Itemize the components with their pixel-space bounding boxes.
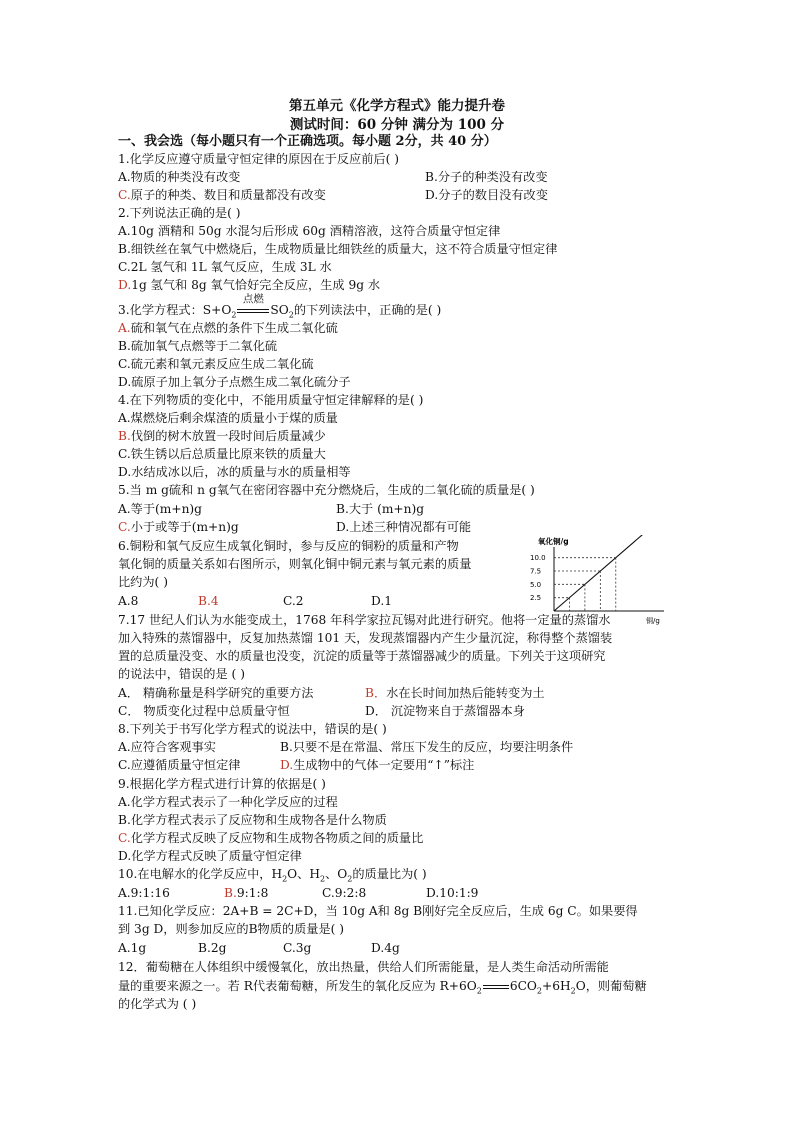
q10-stem-mid1: O、H — [287, 867, 320, 881]
q3-stem-mid: SO — [270, 303, 289, 317]
q7-line-3: 置的总质量没变、水的质量也没变，沉淀的质量等于蒸馏器减少的质量。下列关于这项研究 — [118, 649, 606, 663]
q11-option-b: B.2g — [198, 941, 227, 955]
q10-option-c: C.9:2:8 — [322, 886, 367, 900]
q10-option-b-letter: B. — [224, 886, 237, 900]
q11-option-c: C.3g — [283, 941, 312, 955]
q8-option-d-text: 生成物中的气体一定要用“↑”标注 — [293, 758, 475, 772]
page-subtitle: 测试时间：60 分钟 满分为 100 分 — [289, 117, 505, 133]
q1-stem: 1.化学反应遵守质量守恒定律的原因在于反应前后( ) — [118, 152, 399, 166]
chart-ytick-label: 10.0 — [530, 554, 546, 563]
q6-line-1: 6.铜粉和氧气反应生成氧化铜时，参与反应的铜粉的质量和产物 — [118, 539, 459, 553]
q9-option-d: D.化学方程式反映了质量守恒定律 — [118, 849, 302, 863]
q12-equal-sign — [483, 985, 509, 989]
q12-sub-h2: 2 — [570, 986, 576, 996]
q10-option-d: D.10:1:9 — [426, 886, 479, 900]
q1-option-c-letter: C. — [118, 188, 131, 202]
q9-stem: 9.根据化学方程式进行计算的依据是( ) — [118, 777, 326, 791]
q5-option-c-text: 小于或等于(m+n)g — [130, 520, 239, 534]
q4-option-b-text: 伐倒的树木放置一段时间后质量减少 — [130, 429, 326, 443]
q3-equal-sign — [237, 309, 269, 313]
q10-sub-2: 2 — [319, 874, 326, 884]
q3-condition: 点燃 — [242, 293, 264, 305]
q7-line-4: 的说法中，错误的是 ( ) — [118, 667, 245, 681]
q10-option-a: A.9:1:16 — [118, 886, 170, 900]
q8-option-c: C.应遵循质量守恒定律 — [118, 758, 241, 772]
q12-line-1: 12．葡萄糖在人体组织中缓慢氧化，放出热量，供给人们所需能量，是人类生命活动所需能 — [118, 960, 609, 974]
q11-option-a: A.1g — [118, 941, 147, 955]
q7-option-b-text: 水在长时间加热后能转变为土 — [386, 686, 545, 700]
q10-stem-mid2: 、O — [325, 867, 348, 881]
chart-xlabel: 铜/g — [646, 617, 660, 625]
q10-sub-3: 2 — [347, 874, 353, 884]
q1-option-c — [118, 187, 326, 204]
q2-option-b: B.细铁丝在氧气中燃烧后，生成物质量比细铁丝的质量大，这不符合质量守恒定律 — [118, 242, 558, 256]
q7-option-c: C． 物质变化过程中总质量守恒 — [118, 704, 290, 718]
q3-stem-post: 的下列读法中，正确的是( ) — [293, 303, 442, 317]
q1-option-a: A.物质的种类没有改变 — [118, 170, 241, 184]
q5-option-d: D.上述三种情况都有可能 — [336, 520, 472, 534]
chart-ytick-label: 7.5 — [530, 567, 542, 576]
q7-option-b — [365, 685, 545, 702]
q4-option-c: C.铁生锈以后总质量比原来铁的质量大 — [118, 447, 326, 461]
q5-option-c-letter: C. — [118, 520, 131, 534]
q1-option-b: B.分子的种类没有改变 — [425, 170, 548, 184]
q11-line-1: 11.已知化学反应：2A+B = 2C+D，当 10g A和 8g B刚好完全反应后，生成 6g C。如果要得 — [118, 904, 638, 918]
q12-sub-o2: 2 — [476, 986, 482, 996]
q10-option-b — [224, 885, 268, 902]
q3-option-a-text: 硫和氧气在点燃的条件下生成二氧化硫 — [130, 321, 338, 335]
chart-data-line — [554, 535, 649, 611]
q6-line-2: 氧化铜的质量关系如右图所示，则氧化铜中铜元素与氧元素的质量 — [118, 557, 472, 571]
q10-stem-post: 的质量比为( ) — [352, 867, 427, 881]
q8-option-a: A.应符合客观事实 — [118, 740, 216, 754]
q1-option-d: D.分子的数目没有改变 — [425, 188, 548, 202]
q12-line-2-post: O，则葡萄糖 — [575, 979, 647, 993]
q8-option-d-letter: D. — [280, 758, 294, 772]
q9-option-a: A.化学方程式表示了一种化学反应的过程 — [118, 795, 338, 809]
q2-option-d-letter: D. — [118, 278, 132, 292]
q2-stem: 2.下列说法正确的是( ) — [118, 206, 241, 220]
q5-option-b: B.大于 (m+n)g — [336, 502, 425, 516]
q6-line-3: 比约为( ) — [118, 575, 168, 589]
q4-option-b — [118, 428, 326, 445]
q12-line-2-pre: 量的重要来源之一。若 R代表葡萄糖，所发生的氧化反应为 R+6O — [118, 979, 477, 993]
q12-sub-co2: 2 — [536, 986, 543, 996]
q4-stem: 4.在下列物质的变化中，不能用质量守恒定律解释的是( ) — [118, 393, 424, 407]
chart-ytick-label: 2.5 — [530, 594, 542, 603]
q6-option-d: D.1 — [371, 594, 392, 608]
q7-line-1: 7.17 世纪人们认为水能变成土，1768 年科学家拉瓦锡对此进行研究。他将一定量的蒸馏水 — [118, 613, 611, 627]
q2-option-d-text: 1g 氢气和 8g 氧气恰好完全反应，生成 9g 水 — [131, 278, 381, 292]
chart-ytick-label: 5.0 — [530, 580, 542, 589]
q7-option-b-letter: B． — [365, 686, 387, 700]
q8-stem: 8.下列关于书写化学方程式的说法中，错误的是( ) — [118, 722, 387, 736]
q3-sub-so2: 2 — [288, 310, 294, 320]
q9-option-c-text: 化学方程式反映了反应物和生成物各物质之间的质量比 — [130, 831, 424, 845]
q7-line-2: 加入特殊的蒸馏器中，反复加热蒸馏 101 天，发现蒸馏器内产生少量沉淀，称得整个蒸馏装 — [118, 631, 613, 645]
q9-option-c — [118, 830, 423, 847]
q10-option-b-text: 9:1:8 — [236, 886, 269, 900]
q3-arrow — [236, 293, 270, 319]
q1-option-c-text: 原子的种类、数目和质量都没有改变 — [130, 188, 326, 202]
chart-ylabel: 氧化铜/g — [538, 537, 569, 546]
q12-line-3: 的化学式为 ( ) — [118, 997, 197, 1011]
q4-option-a: A.煤燃烧后剩余煤渣的质量小于煤的质量 — [118, 411, 338, 425]
q8-option-d — [280, 757, 474, 774]
q3-option-c: C.硫元素和氧元素反应生成二氧化硫 — [118, 357, 314, 371]
q12-line-2-eq: 6CO — [509, 979, 537, 993]
q3-option-b: B.硫加氧气点燃等于二氧化硫 — [118, 339, 278, 353]
q6-option-c: C.2 — [283, 594, 304, 608]
q2-option-a: A.10g 酒精和 50g 水混匀后形成 60g 酒精溶液，这符合质量守恒定律 — [118, 224, 501, 238]
q5-option-a: A.等于(m+n)g — [118, 502, 202, 516]
q5-option-c — [118, 519, 239, 536]
q3-option-d: D.硫原子加上氧分子点燃生成二氧化硫分子 — [118, 375, 351, 389]
q10-sub-1: 2 — [282, 874, 288, 884]
q11-line-2: 到 3g D，则参加反应的B物质的质量是( ) — [118, 922, 345, 936]
q9-option-c-letter: C. — [118, 831, 131, 845]
page-title: 第五单元《化学方程式》能力提升卷 — [289, 98, 505, 114]
q6-option-b: B.4 — [198, 594, 219, 608]
q3-option-a-letter: A. — [118, 321, 131, 335]
q9-option-b: B.化学方程式表示了反应物和生成物各是什么物质 — [118, 813, 387, 827]
q7-option-d: D． 沉淀物来自于蒸馏器本身 — [365, 704, 525, 718]
q8-option-b: B.只要不是在常温、常压下发生的反应，均要注明条件 — [280, 740, 574, 754]
q4-option-b-letter: B. — [118, 429, 131, 443]
q4-option-d: D.水结成冰以后，冰的质量与水的质量相等 — [118, 465, 351, 479]
q3-option-a — [118, 320, 338, 337]
q6-option-a: A.8 — [118, 594, 139, 608]
section-heading: 一、我会选（每小题只有一个正确选项。每小题 2分，共 40 分） — [118, 134, 497, 149]
q3-sub-o2: 2 — [231, 310, 237, 320]
q10-stem-pre: 10.在电解水的化学反应中，H — [118, 867, 283, 881]
q3-stem-pre: 3.化学方程式：S+O — [118, 303, 232, 317]
q2-option-c: C.2L 氢气和 1L 氧气反应，生成 3L 水 — [118, 260, 332, 274]
q12-line-2-mid: +6H — [542, 979, 571, 993]
q7-option-a: A． 精确称量是科学研究的重要方法 — [118, 686, 314, 700]
q11-option-d: D.4g — [371, 941, 400, 955]
q5-stem: 5.当 m g硫和 n g氧气在密闭容器中充分燃烧后，生成的二氧化硫的质量是( ) — [118, 483, 535, 497]
q12-line-2 — [118, 978, 647, 999]
